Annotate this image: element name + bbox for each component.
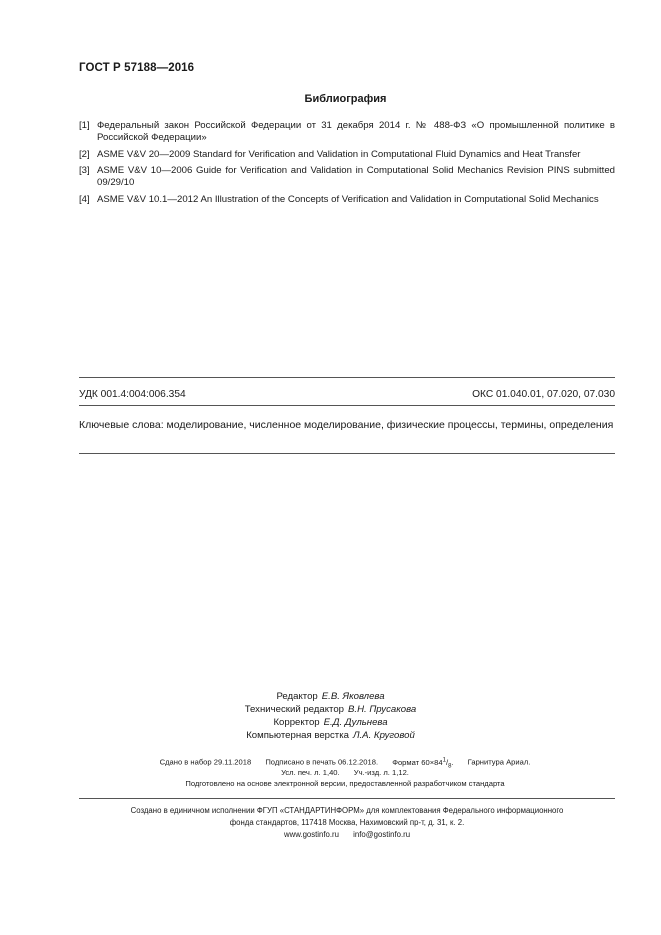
footer-line-1: Создано в единичном исполнении ФГУП «СТАНДАРТИНФОРМ» для комплектования Федерального информационного <box>130 806 564 815</box>
bib-item-1 <box>79 120 615 144</box>
bib-item-text: ASME V&V 10.1—2012 An Illustration of the Concepts of Verification and Validation in Computational Solid Mechanics <box>97 194 599 205</box>
bib-item-2 <box>79 149 615 161</box>
footer-website-link[interactable]: www.gostinfo.ru <box>283 830 339 839</box>
bib-item-text: ASME V&V 10—2006 Guide for Verification and Validation in Computational Solid Mechanics Revision PINS submitted 09/29/10 <box>97 165 615 188</box>
credit-line <box>200 716 461 729</box>
imprint-format: Формат $60\times 84^1/_8$. <box>392 757 454 770</box>
imprint-format-num: 1 <box>442 757 446 763</box>
credit-name: Е.Д. Дульнева <box>323 717 388 728</box>
credit-line <box>200 729 461 742</box>
credit-line <box>200 703 461 716</box>
oks-code: ОКС 01.040.01, 07.020, 07.030 <box>472 389 615 400</box>
credit-name: В.Н. Прусакова <box>348 704 417 715</box>
divider-footer <box>79 798 615 799</box>
credit-role: Компьютерная верстка <box>246 730 349 741</box>
imprint-font: Гарнитура Ариал. <box>467 757 531 767</box>
bib-item-3 <box>79 165 615 189</box>
imprint-prepared: Подготовлено на основе электронной версии, предоставленной разработчиком стандарта <box>185 779 505 788</box>
imprint-line-2 <box>100 767 590 778</box>
credit-role: Корректор <box>273 717 320 728</box>
imprint-format-den: 8 <box>448 763 452 770</box>
credits-block <box>200 690 461 742</box>
divider-middle <box>79 405 615 406</box>
credit-name: Е.В. Яковлева <box>321 691 385 702</box>
udk-code: УДК 001.4:004:006.354 <box>79 389 186 400</box>
imprint-publ-sheets: Уч.-изд. л. 1,12. <box>353 768 409 777</box>
keywords: Ключевые слова: моделирование, численное моделирование, физические процессы, термины, определения <box>79 419 614 431</box>
imprint-signed: Подписано в печать 06.12.2018. <box>265 757 379 767</box>
bib-item-text: ASME V&V 20—2009 Standard for Verification and Validation in Computational Fluid Dynamics and Heat Transfer <box>97 149 581 160</box>
footer-contacts <box>79 829 615 841</box>
imprint-print-sheets: Усл. печ. л. 1,40. <box>281 768 340 777</box>
imprint-format-prefix: Формат 60×84 <box>392 757 443 767</box>
bib-item-4 <box>79 194 615 206</box>
bib-item-number: [2] <box>79 149 90 160</box>
credit-role: Технический редактор <box>244 704 345 715</box>
bibliography-title <box>0 93 661 105</box>
divider-top <box>79 377 615 378</box>
bib-item-number: [3] <box>79 165 90 176</box>
bib-item-number: [4] <box>79 194 90 205</box>
credit-line <box>200 690 461 703</box>
imprint-submitted: Сдано в набор 29.11.2018 <box>159 757 252 767</box>
bibliography-title-text: Библиография <box>304 93 387 105</box>
bib-item-number: [1] <box>79 120 90 131</box>
credit-role: Редактор <box>276 691 318 702</box>
divider-keywords <box>79 453 615 454</box>
footer-email-link[interactable]: info@gostinfo.ru <box>353 830 411 839</box>
footer-line-2: фонда стандартов, 117418 Москва, Нахимовский пр-т, д. 31, к. 2. <box>229 818 465 827</box>
classification-row <box>79 389 615 400</box>
credit-name: Л.А. Круговой <box>352 730 415 741</box>
standard-number: ГОСТ Р 57188—2016 <box>79 62 195 74</box>
bib-item-text: Федеральный закон Российской Федерации от 31 декабря 2014 г. № 488-ФЗ «О промышленной политике в Российской Федерации» <box>97 120 615 143</box>
